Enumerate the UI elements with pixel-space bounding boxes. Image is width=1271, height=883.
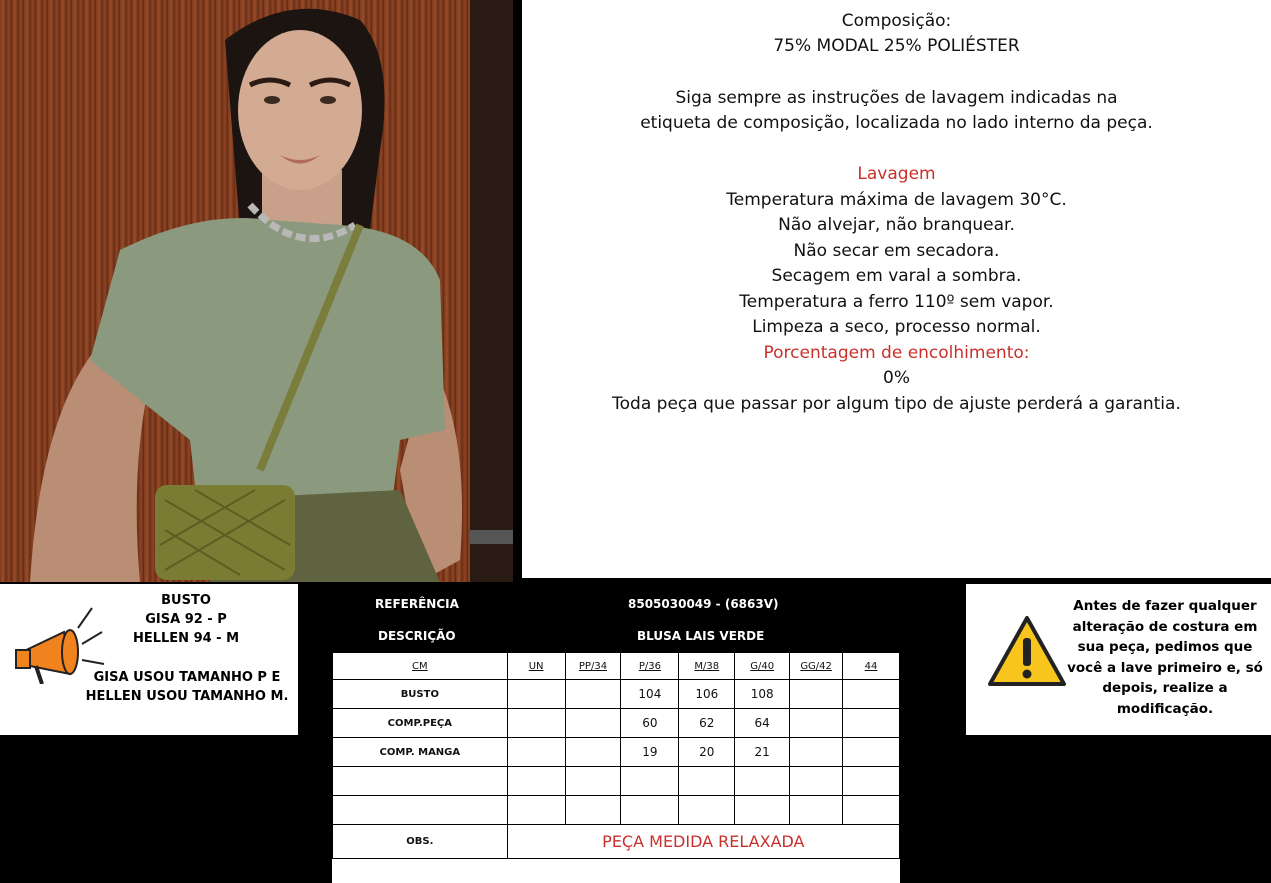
instructions-line-1: Siga sempre as instruções de lavagem indicadas na [675, 88, 1118, 108]
reference-row [332, 588, 900, 620]
table-row [333, 709, 900, 738]
instructions-line-2: etiqueta de composição, localizada no lado interno da peça. [640, 113, 1153, 133]
fit-title: BUSTO [161, 593, 211, 608]
table-header-row [333, 653, 900, 680]
table-cell [790, 709, 843, 738]
warning-icon [986, 614, 1068, 690]
column-header: CM [333, 653, 508, 680]
warning-line: você a lave primeiro e, só [1067, 659, 1263, 676]
product-photo [0, 0, 513, 582]
washing-item: Não alvejar, não branquear. [778, 215, 1015, 235]
warranty-note: Toda peça que passar por algum tipo de ajuste perderá a garantia. [612, 394, 1181, 414]
row-label: BUSTO [333, 680, 508, 709]
table-cell: 20 [679, 738, 735, 767]
table-cell [679, 767, 735, 796]
table-cell: 60 [621, 709, 679, 738]
column-header: GG/42 [790, 653, 843, 680]
table-cell [790, 738, 843, 767]
table-cell [679, 796, 735, 825]
warning-line: Antes de fazer qualquer [1073, 598, 1257, 614]
row-label: COMP.PEÇA [333, 709, 508, 738]
composition-value: 75% MODAL 25% POLIÉSTER [773, 36, 1020, 56]
washing-item: Não secar em secadora. [793, 241, 1000, 261]
table-cell: 21 [735, 738, 790, 767]
table-cell [565, 796, 621, 825]
table-cell: 108 [735, 680, 790, 709]
fit-note-line-2: HELLEN USOU TAMANHO M. [85, 689, 289, 704]
table-cell [507, 796, 565, 825]
model-figure [0, 0, 513, 582]
table-cell [735, 767, 790, 796]
table-cell [565, 709, 621, 738]
warning-line: modificação. [1116, 700, 1214, 717]
row-label [333, 796, 508, 825]
washing-item: Secagem em varal a sombra. [771, 266, 1022, 286]
reference-value: 8505030049 - (6863V) [628, 597, 779, 611]
table-cell [621, 767, 679, 796]
table-row [333, 680, 900, 709]
table-cell [565, 680, 621, 709]
fit-note [84, 668, 290, 706]
table-cell [790, 767, 843, 796]
warning-line: alteração de costura em [1072, 618, 1258, 635]
column-header: M/38 [679, 653, 735, 680]
table-cell [507, 738, 565, 767]
table-cell [507, 709, 565, 738]
table-cell: 64 [735, 709, 790, 738]
description-label: DESCRIÇÃO [378, 629, 456, 643]
table-cell [843, 796, 900, 825]
column-header: P/36 [621, 653, 679, 680]
model-fit-box [0, 584, 298, 735]
row-label [333, 767, 508, 796]
table-row [333, 738, 900, 767]
table-cell [843, 709, 900, 738]
table-row [333, 796, 900, 825]
table-cell [790, 796, 843, 825]
table-cell [507, 767, 565, 796]
shrinkage-heading: Porcentagem de encolhimento: [763, 343, 1030, 363]
table-cell [507, 680, 565, 709]
table-cell [843, 738, 900, 767]
warning-text [1066, 596, 1264, 719]
table-cell [790, 680, 843, 709]
table-cell: 19 [621, 738, 679, 767]
care-info-panel [522, 0, 1271, 578]
obs-value: PEÇA MEDIDA RELAXADA [507, 825, 899, 859]
fit-line-1: GISA 92 - P [145, 612, 227, 627]
table-cell [843, 680, 900, 709]
obs-row [333, 825, 900, 859]
washing-heading: Lavagem [857, 164, 936, 184]
table-cell [621, 796, 679, 825]
alteration-warning-box [966, 584, 1271, 735]
composition-label: Composição: [841, 11, 952, 31]
column-header: G/40 [735, 653, 790, 680]
table-row [333, 767, 900, 796]
warning-line: sua peça, pedimos que [1077, 639, 1253, 655]
washing-item: Temperatura máxima de lavagem 30°C. [726, 190, 1067, 210]
table-cell [565, 767, 621, 796]
warning-line: depois, realize a [1102, 680, 1228, 696]
reference-label: REFERÊNCIA [375, 597, 459, 611]
fit-note-line-1: GISA USOU TAMANHO P E [93, 670, 281, 685]
size-table-card [332, 588, 900, 883]
fit-line-2: HELLEN 94 - M [132, 631, 240, 646]
column-header: 44 [843, 653, 900, 680]
description-value: BLUSA LAIS VERDE [637, 629, 765, 643]
column-header: UN [507, 653, 565, 680]
table-cell: 104 [621, 680, 679, 709]
table-cell [843, 767, 900, 796]
row-label: COMP. MANGA [333, 738, 508, 767]
column-header: PP/34 [565, 653, 621, 680]
description-row [332, 620, 900, 652]
shrinkage-value: 0% [883, 368, 910, 388]
washing-item: Temperatura a ferro 110º sem vapor. [739, 292, 1054, 312]
washing-item: Limpeza a seco, processo normal. [752, 317, 1041, 337]
obs-label: OBS. [333, 825, 508, 859]
table-cell: 62 [679, 709, 735, 738]
size-table [332, 652, 900, 859]
table-cell: 106 [679, 680, 735, 709]
table-cell [565, 738, 621, 767]
table-cell [735, 796, 790, 825]
